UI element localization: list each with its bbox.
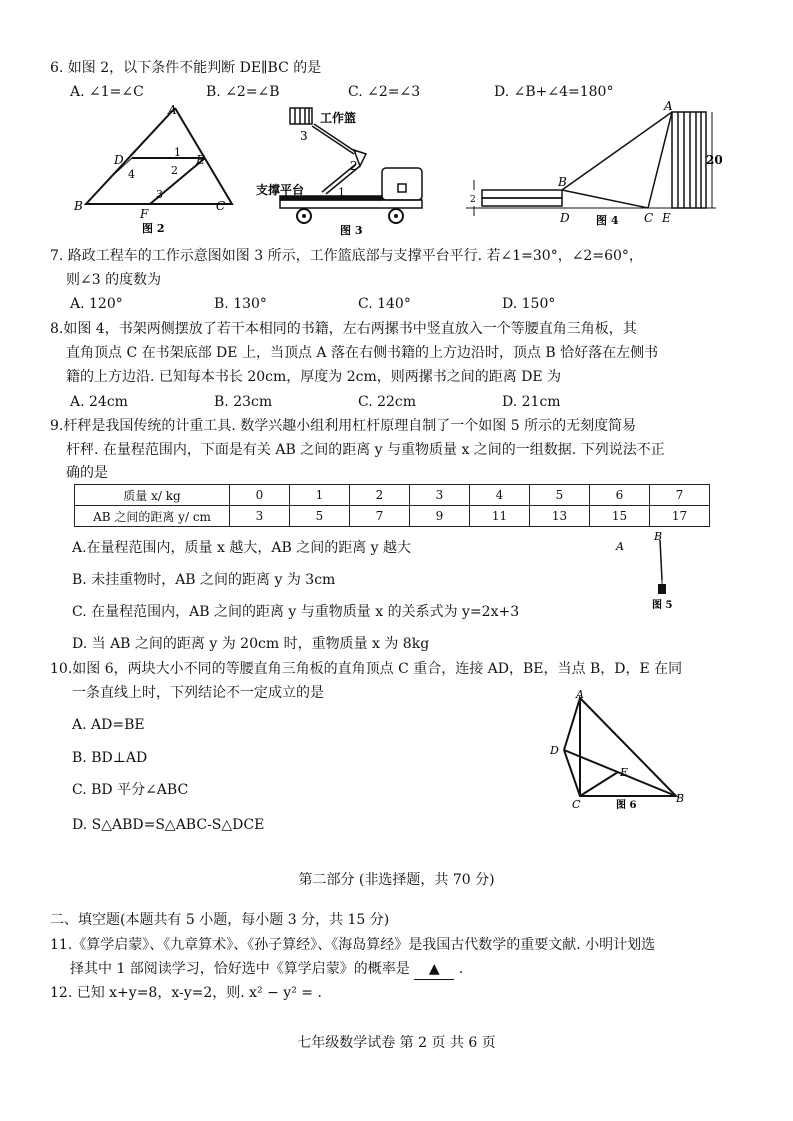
q10-option-b: B. BD⊥AD <box>72 750 148 766</box>
fig5-label-b: B <box>654 530 663 543</box>
q7-stem-line2: 则∠3 的度数为 <box>66 272 162 288</box>
table-cell: 3 <box>410 485 470 506</box>
figure-3 <box>256 104 446 236</box>
fig2-angle-3: 3 <box>156 188 163 201</box>
fig2-label-e: E <box>196 153 205 167</box>
q7-option-b: B. 130° <box>214 296 267 312</box>
q9-option-b: B. 未挂重物时，AB 之间的距离 y 为 3cm <box>72 572 336 588</box>
q11-stem-line1: 11.《算学启蒙》、《九章算术》、《孙子算经》、《海岛算经》是我国古代数学的重要文献. 小明计划选 <box>50 937 656 953</box>
page-footer: 七年级数学试卷 第 2 页 共 6 页 <box>297 1035 496 1051</box>
table-cell: 5 <box>530 485 590 506</box>
fig4-label-a: A <box>664 99 673 113</box>
q6-stem: 6. 如图 2，以下条件不能判断 DE∥BC 的是 <box>50 60 322 76</box>
table-cell: 5 <box>290 506 350 527</box>
q12-stem: 12. 已知 x+y=8，x-y=2，则. x² − y² = . <box>50 985 322 1001</box>
q8-option-b: B. 23cm <box>214 394 273 410</box>
figure-2 <box>70 104 240 234</box>
q10-stem-line1: 10.如图 6，两块大小不同的等腰直角三角板的直角顶点 C 重合，连接 AD，BE，当点 B，D，E 在同 <box>50 661 683 677</box>
q6-option-c: C. ∠2=∠3 <box>348 84 421 100</box>
fig3-angle-1: 1 <box>338 186 345 199</box>
fig2-caption: 图 2 <box>142 222 165 235</box>
fig6-label-a: A <box>576 688 584 701</box>
part2-title: 第二部分 (非选择题，共 70 分) <box>298 872 495 888</box>
table-cell: 1 <box>290 485 350 506</box>
q10-option-a: A. AD=BE <box>72 717 145 733</box>
q9-stem-line2: 杆秤. 在量程范围内，下面是有关 AB 之间的距离 y 与重物质量 x 之间的一组数据. 下列说法不正 <box>66 442 665 458</box>
q8-stem-line2: 直角顶点 C 在书架底部 DE 上，当顶点 A 落在右侧书籍的上方边沿时，顶点 B 恰好落在左侧书 <box>66 345 659 361</box>
q10-option-d: D. S△ABD=S△ABC-S△DCE <box>72 817 265 833</box>
figure-5 <box>612 528 682 612</box>
fig5-caption: 图 5 <box>652 600 673 611</box>
table-row <box>75 485 710 506</box>
q11-stem-end: . <box>458 961 464 977</box>
table-cell: 17 <box>650 506 710 527</box>
fig3-caption: 图 3 <box>340 224 363 237</box>
q9-option-a: A.在量程范围内，质量 x 越大，AB 之间的距离 y 越大 <box>72 540 412 556</box>
q7-stem-line1: 7. 路政工程车的工作示意图如图 3 所示，工作篮底部与支撑平台平行. 若∠1=30°，∠2=60°， <box>50 248 643 264</box>
fig6-caption: 图 6 <box>616 800 637 811</box>
q9-stem-line1: 9.杆秤是我国传统的计重工具. 数学兴趣小组利用杠杆原理自制了一个如图 5 所示的无刻度简易 <box>50 418 637 434</box>
q6-option-d: D. ∠B+∠4=180° <box>494 84 614 100</box>
q8-option-c: C. 22cm <box>358 394 417 410</box>
figure-4 <box>466 99 726 228</box>
fig6-label-c: C <box>572 798 581 811</box>
q8-option-d: D. 21cm <box>502 394 561 410</box>
table-cell: 4 <box>470 485 530 506</box>
fig2-angle-1: 1 <box>174 146 181 159</box>
table-cell: 7 <box>650 485 710 506</box>
fig4-label-c: C <box>644 211 654 225</box>
fig4-label-b: B <box>558 175 567 189</box>
q9-option-c: C. 在量程范围内，AB 之间的距离 y 与重物质量 x 的关系式为 y=2x+3 <box>72 604 520 620</box>
fig3-angle-3: 3 <box>300 129 308 143</box>
q7-option-d: D. 150° <box>502 296 556 312</box>
fig2-label-b: B <box>74 199 83 213</box>
fig6-label-b: B <box>676 792 685 805</box>
fig6-label-d: D <box>550 744 559 757</box>
fig2-label-f: F <box>140 207 149 221</box>
q9-option-d: D. 当 AB 之间的距离 y 为 20cm 时，重物质量 x 为 8kg <box>72 636 430 652</box>
q9-data-table <box>74 484 710 527</box>
fig3-angle-2: 2 <box>350 159 358 173</box>
section-heading: 二、填空题(本题共有 5 小题，每小题 3 分，共 15 分) <box>50 912 390 928</box>
q7-option-c: C. 140° <box>358 296 411 312</box>
table-cell-header: 质量 x/ kg <box>75 485 230 506</box>
fig2-angle-2: 2 <box>171 164 178 177</box>
fig4-label-e: E <box>662 211 671 225</box>
fig2-label-c: C <box>216 199 226 213</box>
fig2-label-d: D <box>114 153 124 167</box>
table-cell: 15 <box>590 506 650 527</box>
fig4-small-label: 2 <box>470 195 476 205</box>
q8-option-a: A. 24cm <box>70 394 128 410</box>
table-cell: 9 <box>410 506 470 527</box>
q8-stem-line3: 籍的上方边沿. 已知每本书长 20cm，厚度为 2cm，则两摞书之间的距离 DE 为 <box>66 369 562 385</box>
fig3-basket-label: 工作篮 <box>320 111 357 125</box>
fig3-platform-label: 支撑平台 <box>256 183 305 197</box>
fig5-label-a: A <box>616 540 624 553</box>
table-cell: 0 <box>230 485 290 506</box>
table-cell: 2 <box>350 485 410 506</box>
table-cell: 6 <box>590 485 650 506</box>
q9-stem-line3: 确的是 <box>66 465 108 481</box>
q8-stem-line1: 8.如图 4，书架两侧摆放了若干本相同的书籍，左右两摞书中竖直放入一个等腰直角三角板，其 <box>50 321 637 337</box>
fig4-label-d: D <box>560 211 570 225</box>
q10-option-c: C. BD 平分∠ABC <box>72 782 189 798</box>
table-cell: 13 <box>530 506 590 527</box>
fig2-angle-4: 4 <box>128 168 135 181</box>
answer-blank[interactable]: ▲ <box>414 959 454 980</box>
table-cell-header: AB 之间的距离 y/ cm <box>75 506 230 527</box>
fig4-caption: 图 4 <box>596 214 619 227</box>
table-cell: 3 <box>230 506 290 527</box>
table-row <box>75 506 710 527</box>
fig6-label-e: E <box>620 766 629 779</box>
fig4-height-label: 20 <box>706 153 723 167</box>
q11-stem-text: 择其中 1 部阅读学习，恰好选中《算学启蒙》的概率是 <box>70 961 410 977</box>
q10-stem-line2: 一条直线上时，下列结论不一定成立的是 <box>72 685 324 701</box>
figure-6 <box>546 688 696 812</box>
fig2-label-a: A <box>168 103 177 117</box>
q6-option-b: B. ∠2=∠B <box>206 84 280 100</box>
q11-stem-line2 <box>70 959 463 980</box>
q6-option-a: A. ∠1=∠C <box>70 84 144 100</box>
table-cell: 7 <box>350 506 410 527</box>
table-cell: 11 <box>470 506 530 527</box>
q7-option-a: A. 120° <box>70 296 123 312</box>
